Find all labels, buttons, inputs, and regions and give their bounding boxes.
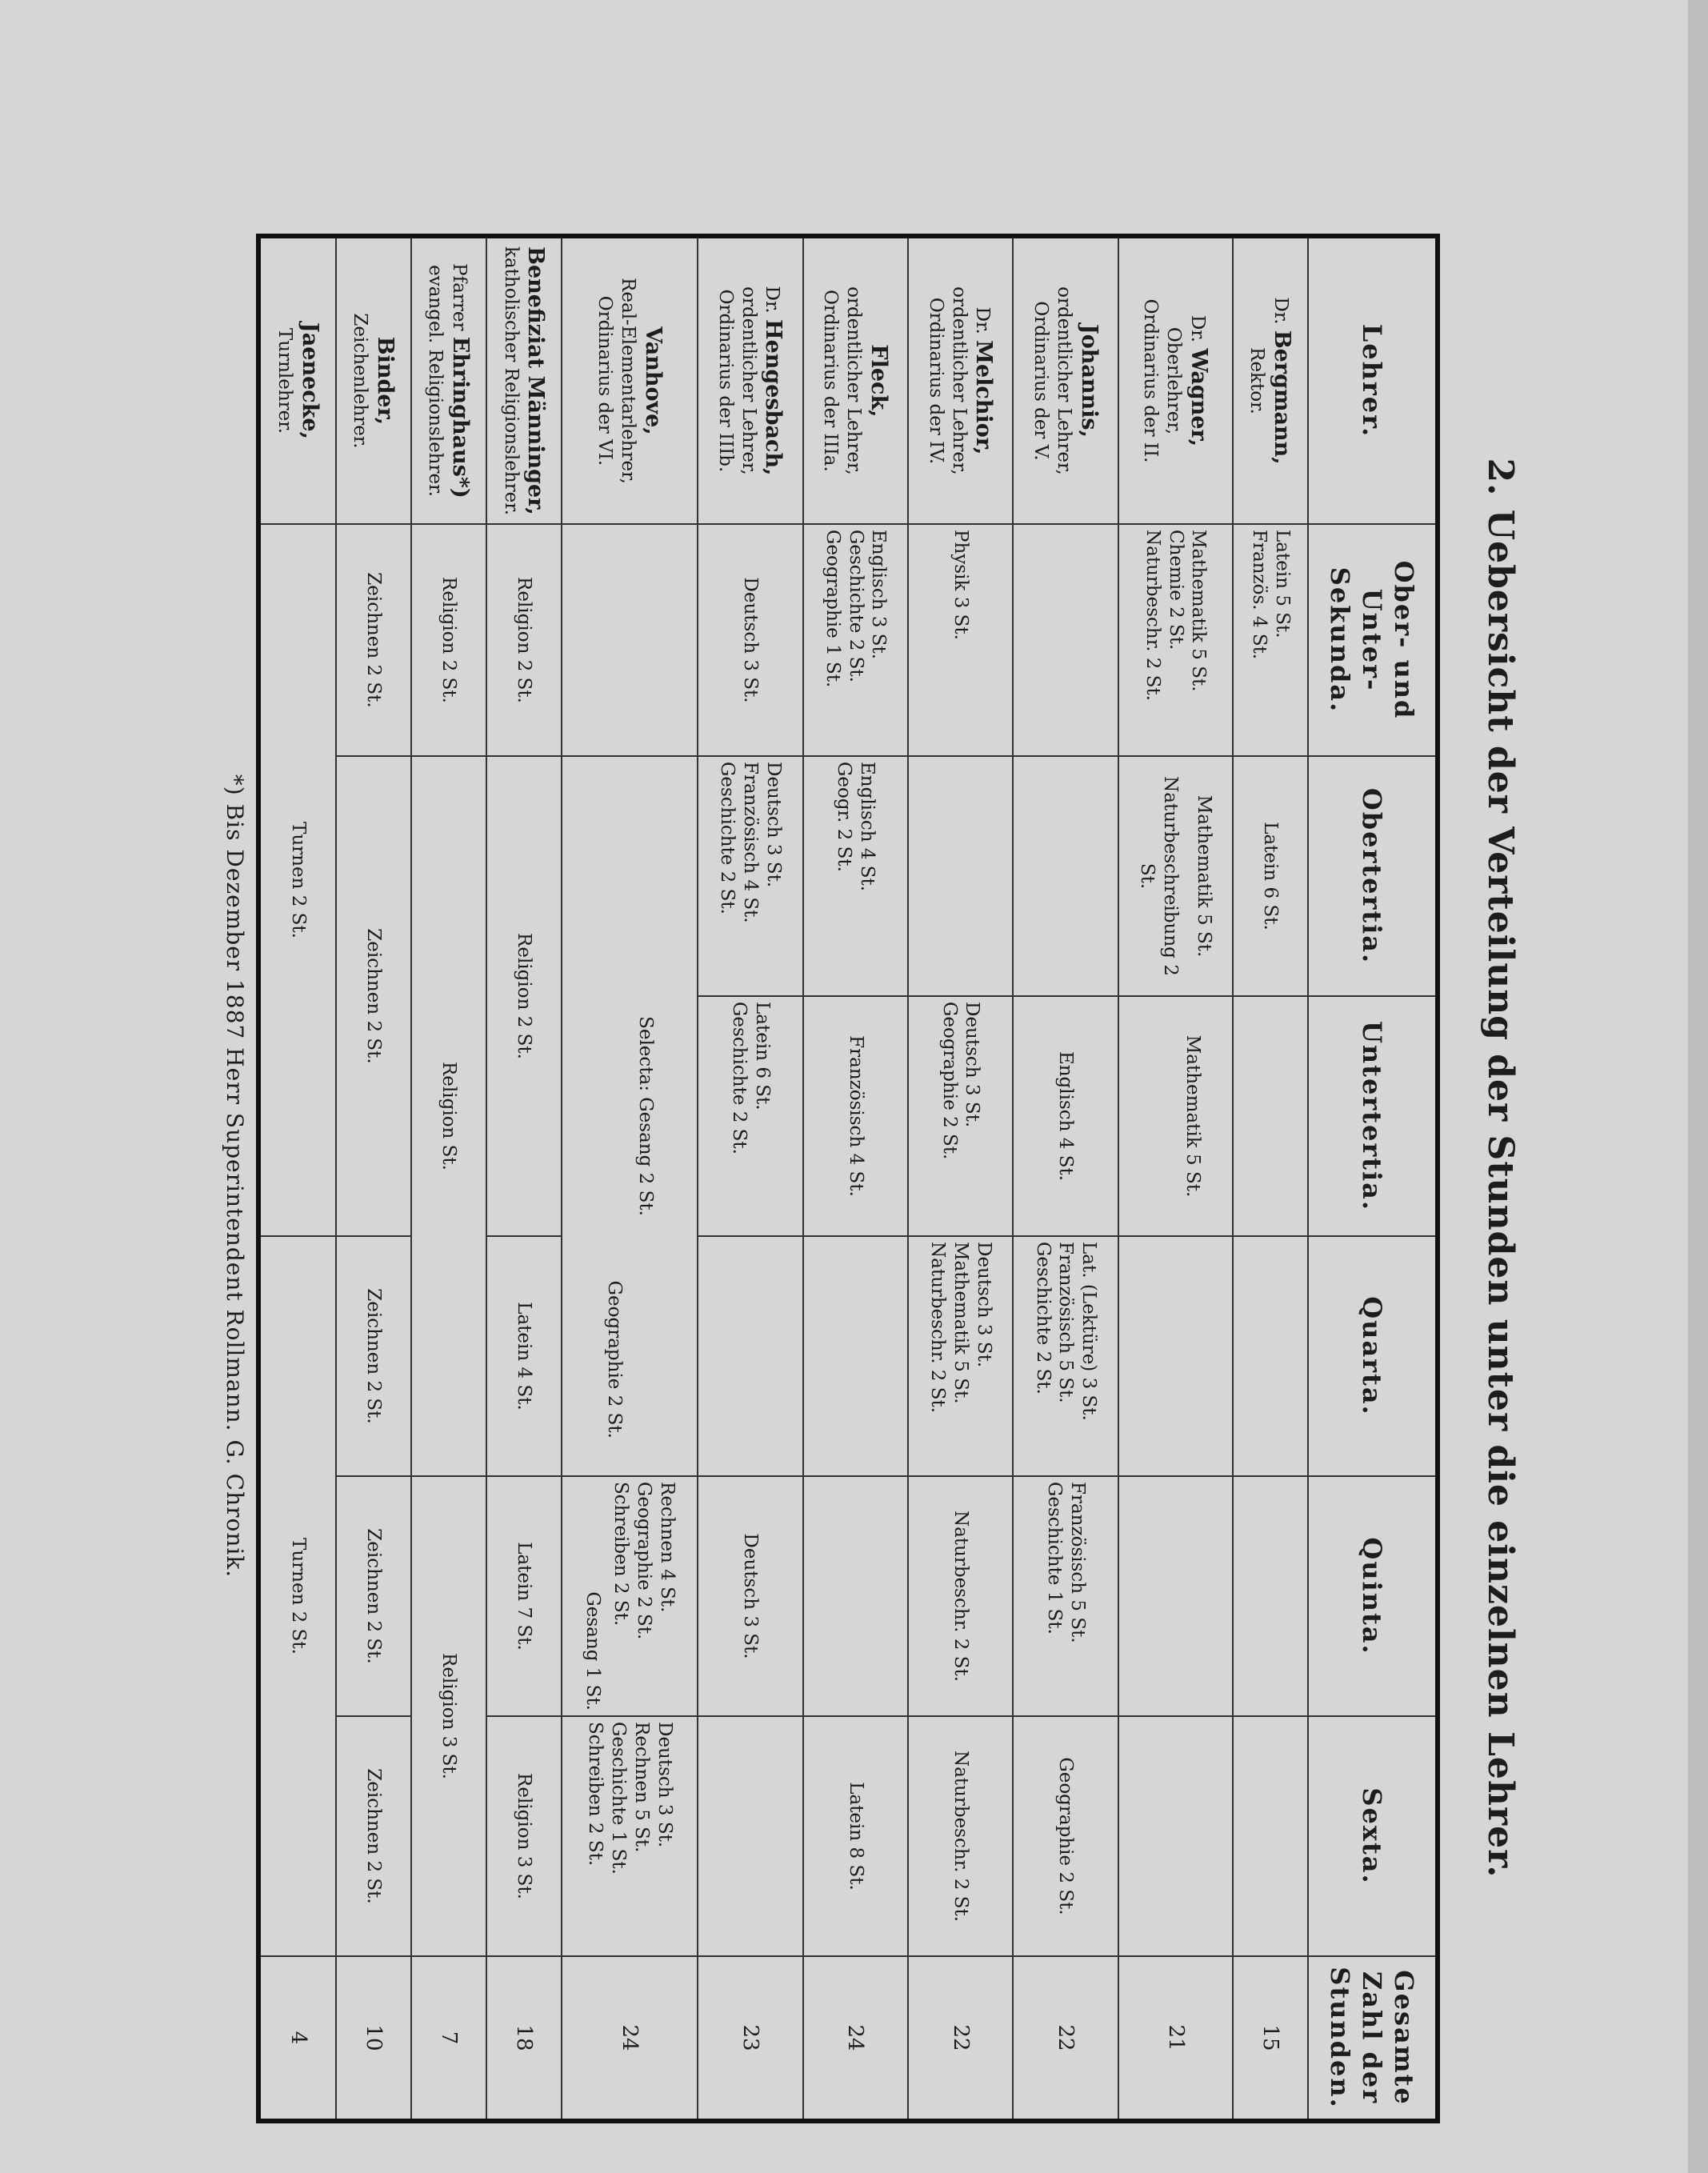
cell-obertertia: Englisch 4 St. Geogr. 2 St. <box>803 756 908 996</box>
cell-obertertia <box>1013 756 1118 996</box>
teacher-cell: Vanhove, Real-Elementarlehrer, Ordinarius der VI. <box>562 236 698 524</box>
footnote: *) Bis Dezember 1887 Herr Superintendent Rollmann. G. Chronik. <box>222 774 248 1579</box>
cell-obertertia: Mathematik 5 St. Naturbeschreibung 2 St. <box>1118 756 1233 996</box>
cell-obertertia: Latein 6 St. <box>1233 756 1308 996</box>
cell-untertertia <box>1233 996 1308 1236</box>
cell-total: 24 <box>803 1956 908 2121</box>
cell-quarta: Deutsch 3 St. Mathematik 5 St. Naturbeschr. 2 St. <box>908 1236 1013 1476</box>
cell-sekunda: Mathematik 5 St. Chemie 2 St. Naturbeschr. 2 St. <box>1118 524 1233 756</box>
cell-sexta <box>1118 1716 1233 1956</box>
naturbeschreibung-span: Naturbeschreibung 2 St. <box>1136 776 1181 976</box>
cell-untertertia: Deutsch 3 St. Geographie 2 St. <box>908 996 1013 1236</box>
cell-obertertia <box>908 756 1013 996</box>
cell-sexta: Deutsch 3 St. Rechnen 5 St. Geschichte 1 St. Schreiben 2 St. <box>562 1716 698 1956</box>
teacher-cell: Dr. Wagner, Oberlehrer, Ordinarius der II. <box>1118 236 1233 524</box>
cell-religion-mid: Religion St. <box>411 756 486 1476</box>
cell-sexta: Zeichnen 2 St. <box>336 1716 411 1956</box>
cell-sekunda: Zeichnen 2 St. <box>336 524 411 756</box>
cell-total: 23 <box>698 1956 802 2121</box>
cell-sexta <box>1233 1716 1308 1956</box>
cell-sexta: Geographie 2 St. <box>1013 1716 1118 1956</box>
cell-untertertia: Mathematik 5 St. <box>1118 996 1233 1236</box>
cell-quarta: Lat. (Lektüre) 3 St. Französisch 5 St. Geschichte 2 St. <box>1013 1236 1118 1476</box>
cell-sexta: Naturbeschr. 2 St. <box>908 1716 1013 1956</box>
cell-quinta: Naturbeschr. 2 St. <box>908 1476 1013 1716</box>
table-title: 2. Uebersicht der Verteilung der Stunden unter die einzelnen Lehrer. <box>1480 458 1521 1879</box>
cell-untertertia: Latein 6 St. Geschichte 2 St. <box>698 996 802 1236</box>
table-row <box>1233 236 1308 2121</box>
header-quinta: Quinta. <box>1308 1476 1438 1716</box>
table-row <box>803 236 908 2121</box>
cell-quinta: Zeichnen 2 St. <box>336 1476 411 1716</box>
cell-turnen-lower: Turnen 2 St. <box>258 1236 336 1956</box>
cell-quinta: Deutsch 3 St. <box>698 1476 802 1716</box>
table-row <box>411 236 486 2121</box>
cell-religion-low: Religion 3 St. <box>486 1716 562 1956</box>
teacher-cell: Fleck, ordentlicher Lehrer, Ordinarius der IIIa. <box>803 236 908 524</box>
cell-quarta <box>1118 1236 1233 1476</box>
cell-sekunda <box>1013 524 1118 756</box>
table-row <box>698 236 802 2121</box>
cell-quinta: Latein 7 St. <box>486 1476 562 1716</box>
header-sexta: Sexta. <box>1308 1716 1438 1956</box>
cell-sekunda: Religion 2 St. <box>411 524 486 756</box>
cell-total: 15 <box>1233 1956 1308 2121</box>
cell-total: 24 <box>562 1956 698 2121</box>
teacher-cell: Binder, Zeichenlehrer. <box>336 236 411 524</box>
teacher-cell: Dr. Hengesbach, ordentlicher Lehrer, Ordinarius der IIIb. <box>698 236 802 524</box>
teacher-cell: Pfarrer Ehringhaus*) evangel. Religionslehrer. <box>411 236 486 524</box>
rotated-page-content <box>222 202 1560 2135</box>
table-row <box>258 236 336 2121</box>
cell-quarta: Zeichnen 2 St. <box>336 1236 411 1476</box>
cell-quinta <box>1118 1476 1233 1716</box>
cell-turnen-upper: Turnen 2 St. <box>258 524 336 1236</box>
cell-quinta: Französisch 5 St. Geschichte 1 St. <box>1013 1476 1118 1716</box>
header-lehrer: Lehrer. <box>1308 236 1438 524</box>
teacher-cell: Jaenecke, Turnlehrer. <box>258 236 336 524</box>
cell-selecta: Selecta: Gesang 2 St. Geographie 2 St. <box>562 756 698 1476</box>
cell-sekunda: Englisch 3 St. Geschichte 2 St. Geographie 1 St. <box>803 524 908 756</box>
cell-total: 22 <box>1013 1956 1118 2121</box>
cell-quinta: Rechnen 4 St. Geographie 2 St. Schreiben 2 St. Gesang 1 St. <box>562 1476 698 1716</box>
cell-sexta: Latein 8 St. <box>803 1716 908 1956</box>
cell-quarta <box>1233 1236 1308 1476</box>
table-row <box>486 236 562 2121</box>
cell-total: 22 <box>908 1956 1013 2121</box>
cell-quinta <box>1233 1476 1308 1716</box>
cell-religion-mid: Religion 2 St. <box>486 756 562 1236</box>
header-total: Gesamte Zahl der Stunden. <box>1308 1956 1438 2121</box>
cell-untertertia: Englisch 4 St. <box>1013 996 1118 1236</box>
table-row <box>1013 236 1118 2121</box>
cell-untertertia: Französisch 4 St. <box>803 996 908 1236</box>
cell-obertertia: Deutsch 3 St. Französisch 4 St. Geschichte 2 St. <box>698 756 802 996</box>
header-quarta: Quarta. <box>1308 1236 1438 1476</box>
cell-total: 7 <box>411 1956 486 2121</box>
cell-sekunda: Physik 3 St. <box>908 524 1013 756</box>
cell-religion-low: Religion 3 St. <box>411 1476 486 1956</box>
cell-sexta <box>698 1716 802 1956</box>
table-row <box>1118 236 1233 2121</box>
teacher-cell: Dr. Melchior, ordentlicher Lehrer, Ordinarius der IV. <box>908 236 1013 524</box>
page-edge <box>1688 0 1708 2173</box>
cell-total: 18 <box>486 1956 562 2121</box>
cell-sekunda: Latein 5 St. Französ. 4 St. <box>1233 524 1308 756</box>
teacher-cell: Dr. Bergmann, Rektor. <box>1233 236 1308 524</box>
cell-sekunda: Religion 2 St. <box>486 524 562 756</box>
teacher-cell: Benefiziat Männinger, katholischer Religionslehrer. <box>486 236 562 524</box>
cell-sekunda: Deutsch 3 St. <box>698 524 802 756</box>
table-row <box>908 236 1013 2121</box>
table-row <box>562 236 698 2121</box>
cell-quarta <box>803 1236 908 1476</box>
header-sekunda: Ober- und Unter-Sekunda. <box>1308 524 1438 756</box>
cell-quarta: Latein 4 St. <box>486 1236 562 1476</box>
header-untertertia: Untertertia. <box>1308 996 1438 1236</box>
cell-quinta <box>803 1476 908 1716</box>
teacher-cell: Johannis, ordentlicher Lehrer, Ordinarius der V. <box>1013 236 1118 524</box>
header-obertertia: Obertertia. <box>1308 756 1438 996</box>
teacher-hours-table <box>256 234 1440 2123</box>
table-row <box>336 236 411 2121</box>
cell-tertia: Zeichnen 2 St. <box>336 756 411 1236</box>
cell-sekunda <box>562 524 698 756</box>
cell-total: 10 <box>336 1956 411 2121</box>
header-row <box>1308 236 1438 2121</box>
cell-total: 21 <box>1118 1956 1233 2121</box>
cell-total: 4 <box>258 1956 336 2121</box>
cell-quarta <box>698 1236 802 1476</box>
